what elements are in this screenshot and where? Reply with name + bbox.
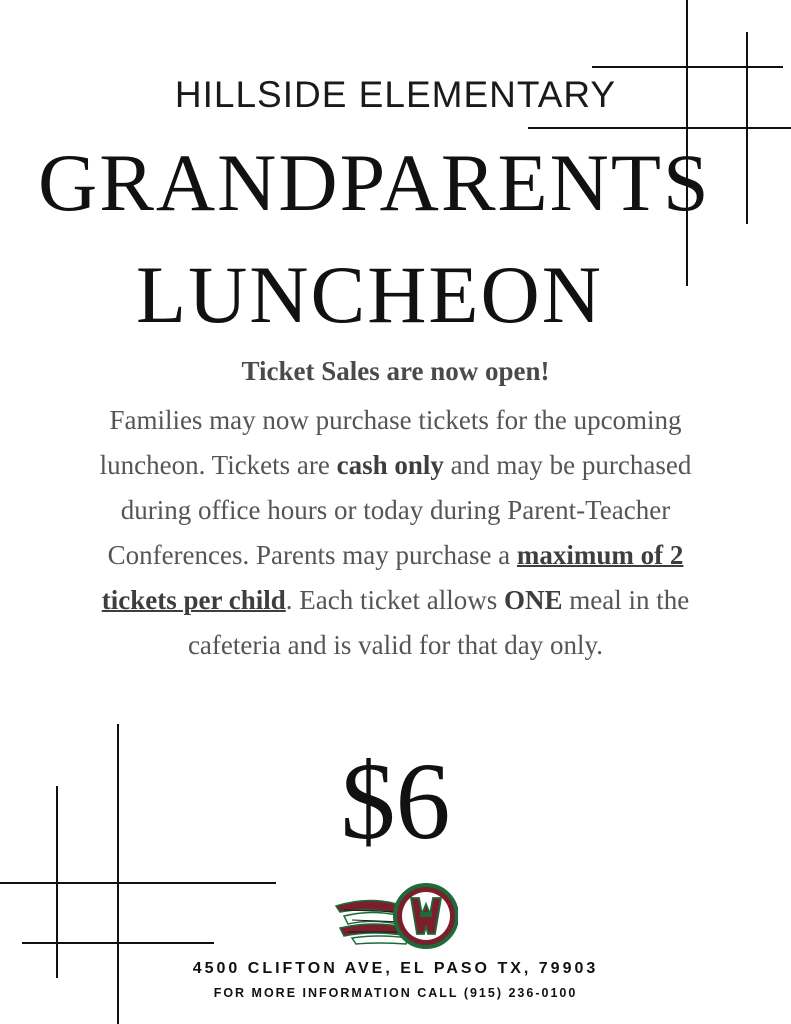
one-emphasis: ONE — [503, 585, 563, 615]
title-line-1: GRANDPARENTS — [38, 137, 711, 228]
title-line-2: LUNCHEON — [136, 249, 603, 340]
school-name: HILLSIDE ELEMENTARY — [174, 74, 617, 115]
body-text-3: . Each ticket allows — [285, 585, 504, 615]
ticket-sales-headline: Ticket Sales are now open! — [241, 356, 550, 386]
decor-line-h2 — [528, 127, 791, 129]
body-paragraph — [70, 398, 721, 668]
hillside-warriors-logo-icon — [334, 880, 458, 950]
ticket-price: $6 — [340, 740, 451, 862]
decor-line-h3 — [0, 882, 276, 884]
body-text-1: Families may now purchase tickets for the upcoming luncheon. Tickets are — [99, 405, 682, 480]
decor-line-h1 — [592, 66, 783, 68]
decor-line-h4 — [22, 942, 214, 944]
body-text-4: meal in the cafeteria and is valid for that day only. — [187, 585, 690, 660]
body-text-2: and may be purchased during office hours or today during Parent-Teacher Conferences. Parents may purchase a — [107, 450, 692, 570]
contact-info: FOR MORE INFORMATION CALL (915) 236-0100 — [213, 986, 578, 1000]
address: 4500 CLIFTON AVE, EL PASO TX, 79903 — [192, 960, 599, 977]
cash-only-emphasis: cash only — [336, 450, 444, 480]
max-tickets-emphasis: maximum of 2 tickets per child — [101, 540, 684, 615]
